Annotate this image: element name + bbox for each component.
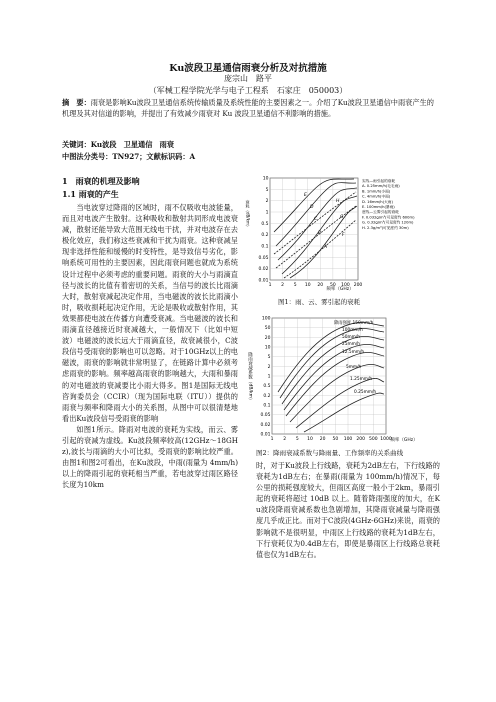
fig1-plot-area [270,178,358,280]
fig2-xticks [271,436,392,442]
classification: 中图法分类号：TN927；文献标识码：A [62,152,196,161]
fig2-ytick: 0.1 [263,403,271,409]
fig1-curve-f [284,220,356,278]
right-paragraph: 时，对于Ku波段上行线路，衰耗为2dB左右，下行线路的衰耗为1dB左右；在暴雨(雨量为 100mm/h)情况下，每公里的损耗强度较大，但雨区高度一般小于2km，暴雨引起的衰耗将超过 10dB 以上。随着降雨强度的加大，在Ku波段降雨衰减系数也急剧增加，其降雨衰减量与降雨强度几乎成正比。而对于C波段(4GHz-6GHz)来说，雨衰的影响就不是很明显，中雨区上行线路的衰耗为1dB左右，下行衰耗仅为0.4dB左右，即使是暴雨区上行线路总衰耗值也仅为1dB左右。 [256,461,440,559]
fig1-curve-label-h: H [336,199,340,204]
fig2-curve-100 [280,328,384,398]
fig1-xtick: 10 [304,283,311,288]
fig2-ytick: 100 [261,316,271,322]
fig1-curve-label-c: C [314,217,318,222]
fig1-ytick: 0.1 [261,244,269,250]
fig1-curve-label-d: D [310,205,314,210]
fig1-legend-entry: E. 100mm/h(暴雨) [362,205,395,209]
fig1-ytick: 0.2 [261,233,269,239]
fig2-curve-label-12: 12.5mm/h [342,350,365,355]
right-column [256,460,440,560]
abstract [62,97,440,119]
figure-1 [244,174,444,292]
fig2-ytick: 10 [264,345,271,351]
figure-2-caption: 图2：降雨衰减系数与降雨量、工作频率的关系曲线 [256,449,404,457]
fig2-xtick: 1 [270,437,274,442]
fig2-xtick: 1000 [380,437,392,442]
fig1-ytick: 1 [265,210,269,216]
fig2-yticks [260,316,270,438]
fig2-curve-label-1: 1.25mm/h [350,377,373,382]
fig2-curve-label-100: 100mm/h [342,328,363,333]
fig1-xtick: 100 [341,283,350,288]
fig2-ytick: 50 [264,326,271,332]
fig1-grid [270,178,358,280]
fig2-ytick: 0.01 [260,432,271,438]
figure-1-caption: 图1：雨、云、雾引起的衰耗 [278,298,361,306]
fig2-curve-0 [304,393,384,432]
fig1-legend-entry: H. 2.3g/m³(可见度约 30m) [362,225,409,230]
fig2-xtick: 2 [283,437,287,442]
fig1-ytick: 5 [265,187,269,193]
fig2-curve-labels [334,319,376,395]
section-heading-1-1: 1.1 雨衰的产生 [62,189,119,199]
fig1-xlabel: 频率（GHz） [326,287,354,292]
fig1-legend-entry: 虚线—云雾引起的衰耗 [362,210,399,215]
paper-title: Ku波段卫星通信雨衰分析及对抗措施 [169,63,327,74]
fig1-curve-label-f: F [342,233,345,238]
fig2-ytick: 0.5 [263,384,271,390]
fig1-xtick: 200 [353,283,363,288]
fig1-xtick: 2 [281,283,285,288]
left-paragraph-1: 当电波穿过降雨的区域时，雨不仅吸收电波能量，而且对电波产生散射。这种吸收和散射共同形成电波衰减，散射还能导致大范围无线电干扰，并对电波存在去极化效应，我们称这些衰减和干扰为雨衰。这种衰减呈现非选择性能和缓慢的时变特性，是导致信号劣化，影响系统可用性的主要因素，因此雨衰问题也就成为系统设计过程中必须考虑的重要问题。雨衰的大小与雨滴直径与波长的比值有着密切的关系，当信号的波长比雨滴大时，散射衰减起决定作用，当电磁波的波长比雨滴小时，吸收损耗起决定作用，无论是吸收或散射作用，其效果都使电波在传播方向遭受衰减。当电磁波的波长和雨滴直径越接近时衰减越大，一般情况下（比如中短波）电磁波的波长远大于雨滴直径，故衰减很小，C波段信号受雨衰的影响也可以忽略。对于10GHz以上的电磁波，雨衰的影响就非常明显了，在链路计算中必须考虑雨衰的影响。频率越高雨衰的影响越大，大雨和暴雨的对电磁波的衰减要比小雨大得多。图1是国际无线电咨询委员会（CCIR）（现为国际电联（ITU））提供的雨衰与频率和降雨大小的关系图，从图中可以很清楚地看出Ku波段信号受雨衰的影响 [62,203,238,423]
fig1-legend-entry: F. 0.032g/m³(可见度约 600m) [362,215,415,220]
fig1-curve-a [290,206,357,278]
fig2-xtick: 20 [319,437,326,442]
fig2-curve-1 [296,378,384,428]
fig1-curve-label-e: E [304,193,307,198]
abstract-text: 雨衰是影响Ku波段卫星通信系统传输质量及系统性能的主要因素之一。介绍了Ku波段卫星通信中雨衰产生的机理及其对信道的影响，并提出了有效减少雨衰对 Ku 波段卫星通信不利影响的措施。 [62,98,434,119]
fig1-ytick: 0.05 [258,255,269,261]
fig2-curve-label-50: 50mm/h [342,335,361,340]
fig2-xtick: 100 [343,437,353,442]
fig1-legend-entry: G. 0.32g/m³(可见度约 120m) [362,220,414,225]
fig1-legend-entry: A. 0.25mm/h(毛毛雨) [362,184,400,189]
fig2-ytick: 5 [267,355,271,361]
fig1-ytick: 0.01 [258,278,269,284]
fig2-xtick: 5 [295,437,299,442]
fig1-legend-entry: D. 16mm/h(大雨) [362,199,393,204]
fig1-legend-entry: 实线—雨引起的衰耗 [362,179,396,183]
fig1-xtick: 1 [268,283,272,288]
fig2-curve-12 [286,352,384,416]
fig2-ylabel: 降雨衰减系数（dB/km） [247,352,253,403]
fig1-curve-label-b: B [318,231,322,236]
fig1-legend [362,178,415,230]
fig2-curve-label-150: 降雨强度 150mm/h [334,321,374,326]
fig2-xtick: 500 [369,437,378,442]
fig2-ytick: 0.05 [260,413,271,419]
fig1-legend-entry: B. 1mm/h(小雨) [362,189,391,194]
fig2-ytick: 2 [267,364,271,370]
fig2-ytick: 0.02 [260,422,271,428]
left-column [62,202,238,490]
fig1-ytick: 0.5 [261,221,269,227]
fig2-xtick: 200 [356,437,365,442]
fig2-ytick: 20 [264,335,271,341]
affiliation: （军械工程学院光学与电子工程系 石家庄 050003） [148,86,348,95]
fig2-xtick: 10 [307,437,313,442]
abstract-label: 摘 要： [62,98,91,107]
fig1-curve-label-g: G [340,215,344,220]
keywords: 关键词：Ku波段 卫星通信 雨衰 [62,140,174,149]
fig1-ytick: 0.02 [258,267,269,273]
fig1-xtick: 50 [329,283,336,288]
section-heading-1: 1 雨衰的机理及影响 [62,176,140,186]
fig2-curve-label-25: 25mm/h [342,342,361,347]
figure-2 [244,314,444,444]
fig1-xtick: 20 [317,283,324,288]
fig2-xlabel: 频率（GHz） [390,438,418,443]
fig1-ylabel: 衰耗（dB/km） [245,200,251,229]
fig2-curve-label-0: 0.25mm/h [354,390,377,395]
fig1-curve-label-a: A [324,245,328,250]
fig1-curves [274,179,357,278]
fig2-curve-label-5: 5mm/h [346,365,362,370]
fig1-legend-entry: C. 4mm/h(中雨) [362,194,391,199]
fig2-ytick: 0.2 [263,393,271,399]
fig1-yticks [258,176,268,284]
fig1-ytick: 10 [262,176,269,182]
left-paragraph-2: 如图1所示。降雨对电波的衰耗为实线，而云、雾引起的衰减为虚线。Ku波段频率较高(12GHz～18GHz),波长与雨滴的大小可比拟，受雨衰的影响比较严重。由图1和图2可看出，在Ku波段，中雨(雨量为 4mm/h)以上的降雨引起的衰耗相当严重，若电波穿过雨区路径长度为10km [62,424,238,490]
authors: 庞宗山 路平 [224,74,272,83]
fig1-curve-e [274,179,354,232]
fig1-ytick: 2 [265,199,269,205]
fig2-ytick: 1 [267,374,271,380]
fig1-xtick: 5 [293,283,297,288]
fig2-xtick: 50 [332,437,339,442]
